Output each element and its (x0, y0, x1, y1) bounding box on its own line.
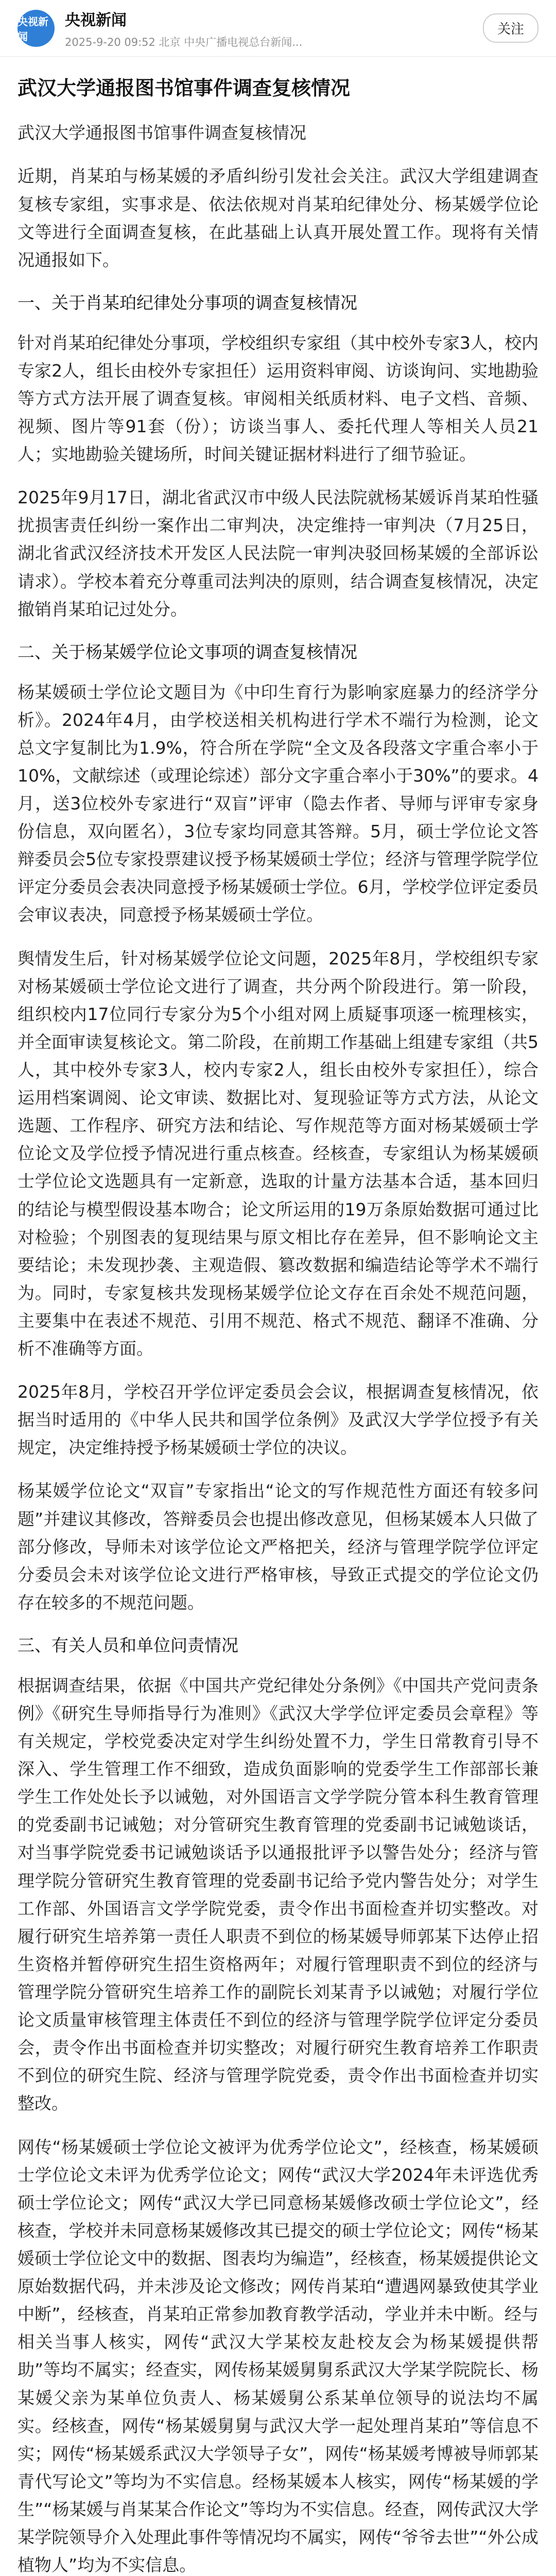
article-paragraph: 网传“杨某媛硕士学位论文被评为优秀学位论文”，经核查，杨某媛硕士学位论文未评为优秀学位论文；网传“武汉大学2024年未评选优秀硕士学位论文；网传“武汉大学已同意杨某媛修改硕士学位论文”，经核查，学校并未同意杨某媛修改其已提交的硕士学位论文；网传“杨某媛硕士学位论文中的数据、图表均为编造”，经核查，杨某媛提供论文原始数据代码，并未涉及论文修改；网传肖某珀“遭遇网暴致使其学业中断”，经核查，肖某珀正常参加教育教学活动，学业并未中断。经与相关当事人核实，网传“武汉大学某校友赴校友会为杨某媛提供帮助”等均不属实；经查实，网传杨某媛舅舅系武汉大学某学院院长、杨某媛父亲为某单位负责人、杨某媛舅公系某单位领导的说法均不属实。经核查，网传“杨某媛舅舅与武汉大学一起处理肖某珀”等信息不实；网传“杨某媛系武汉大学领导子女”，网传“杨某媛考博被导师郭某青代写论文”等均为不实信息。经杨某媛本人核实，网传“杨某媛的学生”“杨某媛与肖某某合作论文”等均为不实信息。经查，网传武汉大学某学院领导介入处理此事件等情况均不属实，网传“爷爷去世”“外公成植物人”均为不实信息。 (18, 2137, 538, 2575)
article-paragraph: 舆情发生后，针对杨某媛学位论文问题，2025年8月，学校组织专家对杨某媛硕士学位论文进行了调查，共分两个阶段进行。第一阶段，组织校内17位同行专家分为5个小组对网上质疑事项逐一梳理核实，并全面审读复核论文。第二阶段，在前期工作基础上组建专家组（共5人，其中校外专家3人，校内专家2人，组长由校外专家担任），综合运用档案调阅、论文审读、数据比对、复现验证等方式方法，从论文选题、工作程序、研究方法和结论、写作规范等方面对杨某媛硕士学位论文及学位授予情况进行重点核查。经核查，专家组认为杨某媛硕士学位论文选题具有一定新意，选取的计量方法基本合适，基本回归的结论与模型假设基本吻合；论文所运用的19万条原始数据可通过比对检验；个别图表的复现结果与原文相比存在差异，但不影响论文主要结论；未发现抄袭、主观造假、篡改数据和编造结论等学术不端行为。同时，专家复核共发现杨某媛学位论文存在百余处不规范问题，主要集中在表述不规范、引用不规范、格式不规范、翻译不准确、分析不准确等方面。 (18, 948, 538, 1359)
section-heading: 一、关于肖某珀纪律处分事项的调查复核情况 (18, 292, 357, 313)
article-paragraph: 2025年8月，学校召开学位评定委员会会议，根据调查复核情况，依据当时适用的《中华人民共和国学位条例》及武汉大学学位授予有关规定，决定维持授予杨某媛硕士学位的决议。 (18, 1382, 538, 1458)
article-paragraph: 针对肖某珀纪律处分事项，学校组织专家组（其中校外专家3人，校内专家2人，组长由校外专家担任）运用资料审阅、访谈询问、实地勘验等方式方法开展了调查复核。审阅相关纸质材料、电子文档、音频、视频、图片等91套（份）；访谈当事人、委托代理人等相关人员21人；实地勘验关键场所，时间关键证据材料进行了细节验证。 (18, 332, 538, 465)
section-heading: 三、有关人员和单位问责情况 (18, 1635, 238, 1656)
article-paragraph: 武汉大学通报图书馆事件调查复核情况 (18, 123, 306, 143)
article-paragraph: 2025年9月17日，湖北省武汉市中级人民法院就杨某媛诉肖某珀性骚扰损害责任纠纷一案作出二审判决，决定维持一审判决（7月25日，湖北省武汉经济技术开发区人民法院一审判决驳回杨某媛的全部诉讼请求）。学校本着充分尊重司法判决的原则，结合调查复核情况，决定撤销肖某珀记过处分。 (18, 487, 538, 619)
article-paragraph: 杨某媛硕士学位论文题目为《中印生育行为影响家庭暴力的经济学分析》。2024年4月，由学校送相关机构进行学术不端行为检测，论文总文字复制比为1.9%，符合所在学院“全文及各段落文字重合率小于10%，文献综述（或理论综述）部分文字重合率小于30%”的要求。4月，送3位校外专家进行“双盲”评审（隐去作者、导师与评审专家身份信息，双向匿名），3位专家均同意其答辩。5月，硕士学位论文答辩委员会5位专家投票建议授予杨某媛硕士学位；经济与管理学院学位评定分委员会表决同意授予杨某媛硕士学位。6月，学校学位评定委员会审议表决，同意授予杨某媛硕士学位。 (18, 682, 538, 925)
section-heading: 二、关于杨某媛学位论文事项的调查复核情况 (18, 641, 357, 662)
article-title: 武汉大学通报图书馆事件调查复核情况 (18, 77, 351, 99)
article-content (18, 119, 538, 2576)
article-body (0, 57, 556, 2576)
article-paragraph: 根据调查结果，依据《中国共产党纪律处分条例》《中国共产党问责条例》《研究生导师指导行为准则》《武汉大学学位评定委员会章程》等有关规定，学校党委决定对学生纠纷处置不力，学生日常教育引导不深入、学生管理工作不细致，造成负面影响的党委学生工作部部长兼学生工作处处长予以诫勉，对外国语言文学学院分管本科生教育管理的党委副书记诫勉；对分管研究生教育管理的党委副书记诫勉谈话，对当事学院党委书记诫勉谈话予以通报批评予以警告处分；经济与管理学院分管研究生教育管理的党委副书记给予党内警告处分；对学生工作部、外国语言文学学院党委，责令作出书面检查并切实整改。对履行研究生培养第一责任人职责不到位的杨某媛导师郭某下达停止招生资格并暂停研究生招生资格两年；对履行管理职责不到位的经济与管理学院分管研究生培养工作的副院长刘某青予以诫勉；对履行学位论文质量审核管理主体责任不到位的经济与管理学院学位评定分委员会，责令作出书面检查并切实整改；对履行研究生教育培养工作职责不到位的研究生院、经济与管理学院党委，责令作出书面检查并切实整改。 (18, 1675, 538, 2114)
source-avatar[interactable] (18, 10, 55, 47)
article-paragraph: 近期，肖某珀与杨某媛的矛盾纠纷引发社会关注。武汉大学组建调查复核专家组，实事求是、依法依规对肖某珀纪律处分、杨某媛学位论文等进行全面调查复核，在此基础上认真开展处置工作。现将有关情况通报如下。 (18, 166, 538, 270)
article-header (0, 0, 556, 57)
source-meta (65, 7, 483, 49)
source-name[interactable]: 央视新闻 (65, 11, 127, 29)
article-paragraph: 杨某媛学位论文“双盲”专家指出“论文的写作规范性方面还有较多问题”并建议其修改，答辩委员会也提出修改意见，但杨某媛本人只做了部分修改，导师未对该学位论文严格把关，经济与管理学院学位评定分委员会未对该学位论文进行严格审核，导致正式提交的学位论文仍存在较多的不规范问题。 (18, 1481, 538, 1613)
follow-button[interactable]: 关注 (483, 13, 538, 43)
publish-meta: 2025-9-20 09:52 北京 中央广播电视总台新闻... (65, 36, 303, 48)
avatar-label: 央视新闻 (18, 15, 48, 43)
